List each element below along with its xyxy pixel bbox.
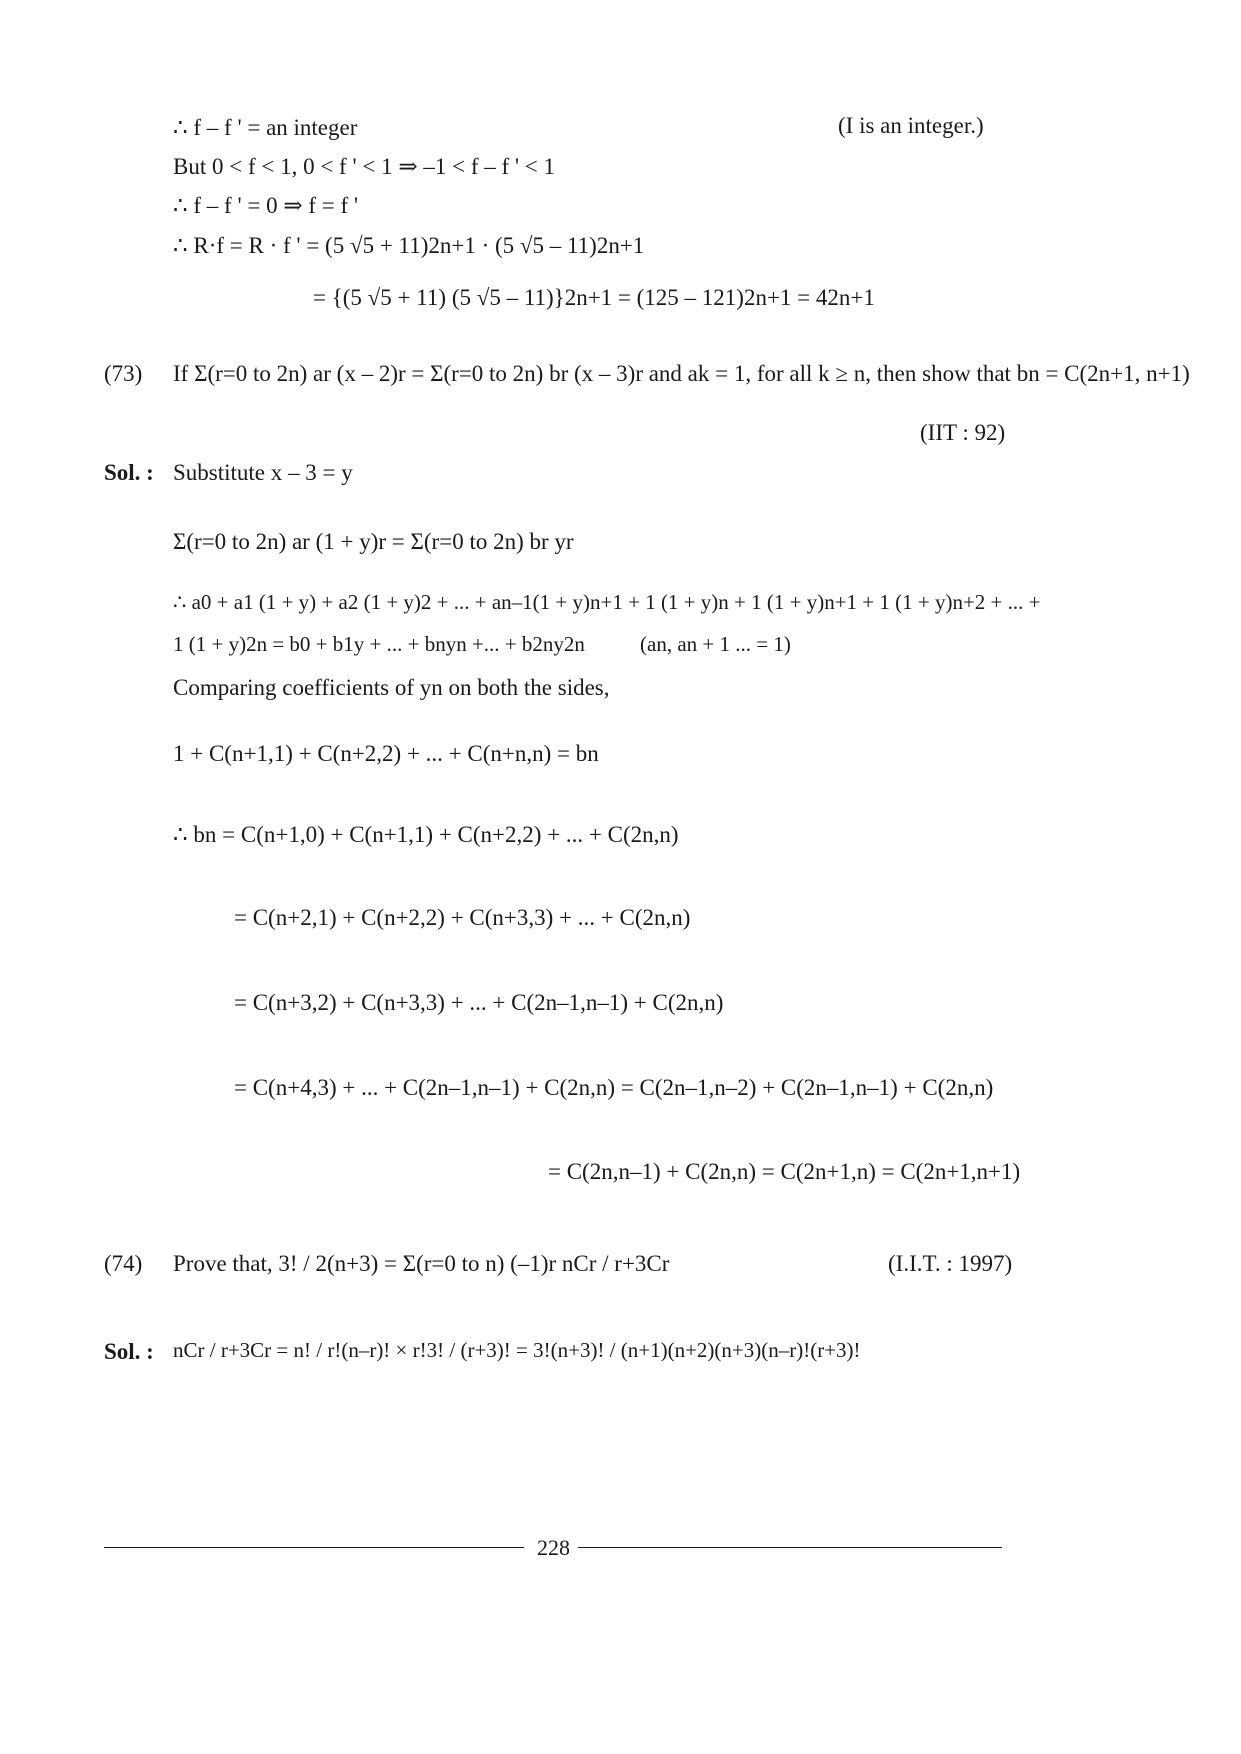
proof-line-3: ∴ f – f ' = 0 ⇒ f = f ' (173, 193, 359, 218)
sol73-expansion-2: 1 (1 + y)2n = b0 + b1y + ... + bnyn +... + b2ny2n (173, 632, 585, 656)
sol73-step-5: = C(2n,n–1) + C(2n,n) = C(2n+1,n) = C(2n+1,n+1) (548, 1159, 1021, 1184)
proof-line-1: ∴ f – f ' = an integer (173, 115, 358, 140)
sol73-step-0: 1 + C(n+1,1) + C(n+2,2) + ... + C(n+n,n) = bn (173, 741, 599, 766)
sol73-sum-equation: Σ(r=0 to 2n) ar (1 + y)r = Σ(r=0 to 2n) br yr (173, 529, 574, 554)
q73-source: (IIT : 92) (920, 420, 1006, 445)
sol73-expansion-note: (an, an + 1 ... = 1) (640, 632, 791, 656)
footer-rule-right (578, 1547, 1002, 1548)
q74-number: (74) (104, 1251, 143, 1276)
sol74-line: nCr / r+3Cr = n! / r!(n–r)! × r!3! / (r+3)! = 3!(n+3)! / (n+1)(n+2)(n+3)(n–r)!(r+3)! (173, 1338, 861, 1362)
proof-line-4: ∴ R·f = R · f ' = (5 √5 + 11)2n+1 · (5 √5 – 11)2n+1 (173, 233, 645, 258)
page-number: 228 (537, 1535, 570, 1560)
q74-source: (I.I.T. : 1997) (888, 1251, 1013, 1276)
proof-line-5: = {(5 √5 + 11) (5 √5 – 11)}2n+1 = (125 – 121)2n+1 = 42n+1 (313, 285, 875, 310)
proof-line-2: But 0 < f < 1, 0 < f ' < 1 ⇒ –1 < f – f ' < 1 (173, 154, 556, 179)
sol73-step-3: = C(n+3,2) + C(n+3,3) + ... + C(2n–1,n–1) + C(2n,n) (234, 990, 724, 1015)
sol73-expansion-1: ∴ a0 + a1 (1 + y) + a2 (1 + y)2 + ... + an–1(1 + y)n+1 + 1 (1 + y)n + 1 (1 + y)n+1 + 1 (1 + y)n+2 + ... + (173, 590, 1041, 614)
footer-rule-left (104, 1547, 524, 1548)
sol74-label: Sol. : (104, 1339, 154, 1364)
sol73-compare: Comparing coefficients of yn on both the sides, (173, 675, 610, 700)
sol73-step-1: ∴ bn = C(n+1,0) + C(n+1,1) + C(n+2,2) + ... + C(2n,n) (173, 822, 679, 847)
q74-statement: Prove that, 3! / 2(n+3) = Σ(r=0 to n) (–1)r nCr / r+3Cr (173, 1251, 670, 1276)
q73-statement: If Σ(r=0 to 2n) ar (x – 2)r = Σ(r=0 to 2n) br (x – 3)r and ak = 1, for all k ≥ n, then show that bn = C(2n+1, n+1) (173, 361, 1190, 386)
sol73-step-2: = C(n+2,1) + C(n+2,2) + C(n+3,3) + ... + C(2n,n) (234, 905, 691, 930)
sol73-substitute: Substitute x – 3 = y (173, 460, 353, 485)
q73-number: (73) (104, 361, 143, 386)
proof-line-1-note: (I is an integer.) (838, 113, 984, 138)
sol73-label: Sol. : (104, 460, 154, 485)
sol73-step-4: = C(n+4,3) + ... + C(2n–1,n–1) + C(2n,n) = C(2n–1,n–2) + C(2n–1,n–1) + C(2n,n) (234, 1075, 994, 1100)
